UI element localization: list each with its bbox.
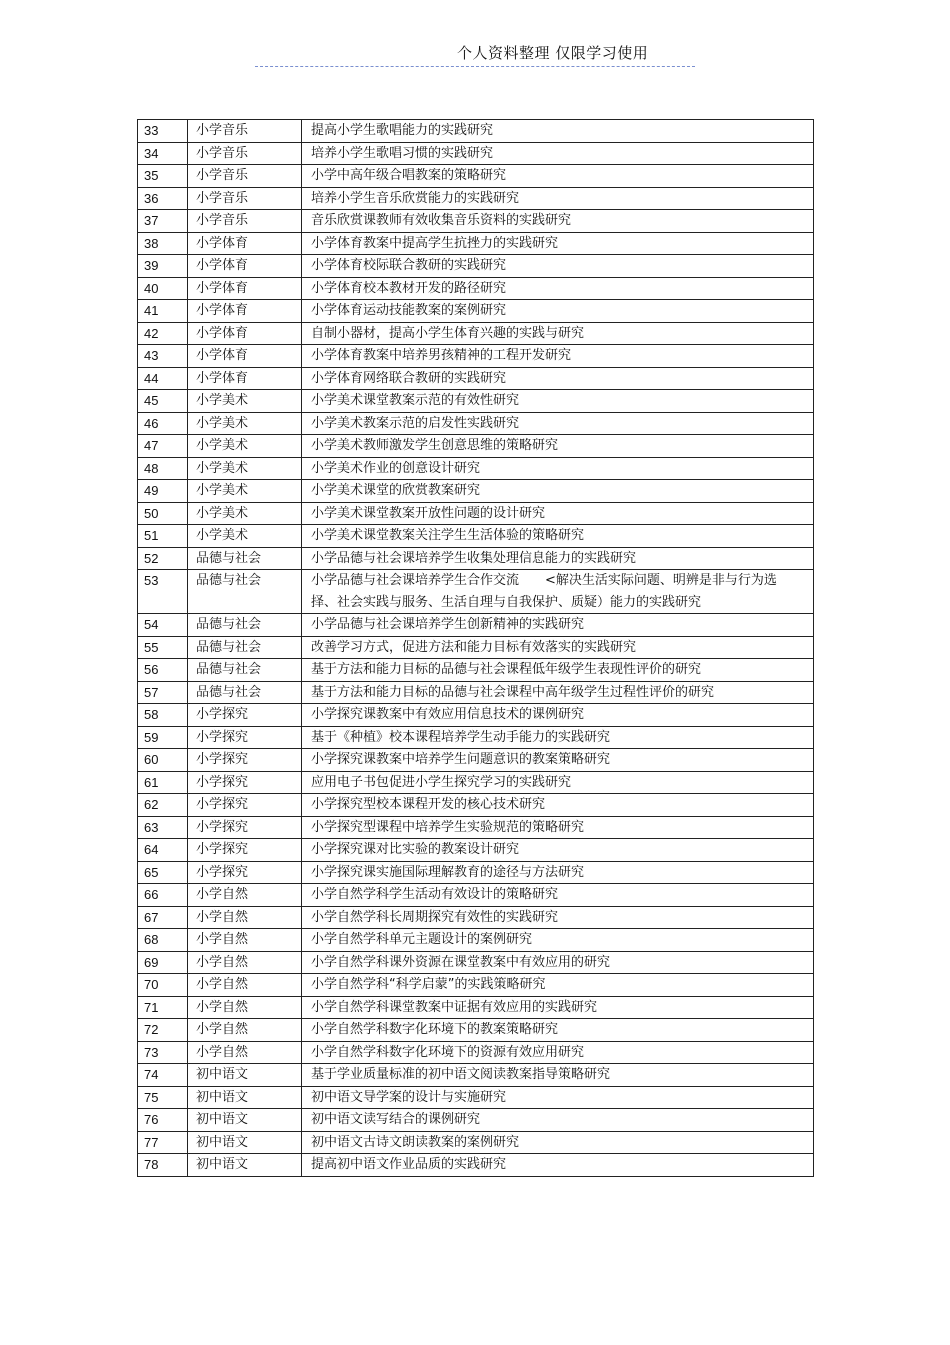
row-subject: 小学自然: [188, 929, 302, 952]
row-number: 77: [138, 1131, 188, 1154]
row-subject: 小学探究: [188, 839, 302, 862]
table-row: [138, 367, 814, 390]
row-number: 76: [138, 1109, 188, 1132]
row-title: 基于方法和能力目标的品德与社会课程中高年级学生过程性评价的研究: [302, 681, 814, 704]
row-subject: 小学音乐: [188, 210, 302, 233]
row-title: 小学中高年级合唱教案的策略研究: [302, 165, 814, 188]
row-subject: 小学探究: [188, 816, 302, 839]
research-topics-table: [137, 119, 814, 1177]
table-body: [138, 120, 814, 1177]
table-row: [138, 1131, 814, 1154]
row-subject: 小学体育: [188, 277, 302, 300]
table-row: [138, 951, 814, 974]
row-number: 67: [138, 906, 188, 929]
row-subject: 小学体育: [188, 300, 302, 323]
row-number: 73: [138, 1041, 188, 1064]
row-subject: 初中语文: [188, 1064, 302, 1087]
table-row: [138, 974, 814, 997]
row-number: 66: [138, 884, 188, 907]
row-title: 小学美术课堂的欣赏教案研究: [302, 480, 814, 503]
row-number: 33: [138, 120, 188, 143]
row-title: 小学品德与社会课培养学生创新精神的实践研究: [302, 614, 814, 637]
row-subject: 小学体育: [188, 367, 302, 390]
row-number: 55: [138, 636, 188, 659]
row-title: 小学自然学科数字化环境下的教案策略研究: [302, 1019, 814, 1042]
table-row: [138, 636, 814, 659]
table-row: [138, 681, 814, 704]
row-subject: 品德与社会: [188, 681, 302, 704]
row-subject: 小学美术: [188, 412, 302, 435]
row-subject: 小学探究: [188, 794, 302, 817]
table-row: [138, 300, 814, 323]
row-subject: 小学美术: [188, 435, 302, 458]
table-row: [138, 771, 814, 794]
row-title: 小学品德与社会课培养学生合作交流 <解决生活实际问题、明辨是非与行为选择、社会实践与服务、生活自理与自我保护、质疑）能力的实践研究: [302, 570, 814, 614]
row-subject: 品德与社会: [188, 547, 302, 570]
row-title: 小学自然学科学生活动有效设计的策略研究: [302, 884, 814, 907]
row-title: 基于学业质量标准的初中语文阅读教案指导策略研究: [302, 1064, 814, 1087]
row-title: 提高初中语文作业品质的实践研究: [302, 1154, 814, 1177]
row-number: 47: [138, 435, 188, 458]
row-subject: 小学自然: [188, 1041, 302, 1064]
row-number: 61: [138, 771, 188, 794]
row-number: 34: [138, 142, 188, 165]
row-title: 基于《种植》校本课程培养学生动手能力的实践研究: [302, 726, 814, 749]
row-number: 62: [138, 794, 188, 817]
row-subject: 小学探究: [188, 771, 302, 794]
row-subject: 小学美术: [188, 525, 302, 548]
table-row: [138, 547, 814, 570]
row-title: 小学体育网络联合教研的实践研究: [302, 367, 814, 390]
row-title: 小学自然学科数字化环境下的资源有效应用研究: [302, 1041, 814, 1064]
table-row: [138, 255, 814, 278]
row-number: 38: [138, 232, 188, 255]
table-row: [138, 1019, 814, 1042]
row-subject: 小学探究: [188, 861, 302, 884]
table-row: [138, 210, 814, 233]
table-row: [138, 232, 814, 255]
row-subject: 小学自然: [188, 884, 302, 907]
row-number: 48: [138, 457, 188, 480]
row-title: 音乐欣赏课教师有效收集音乐资料的实践研究: [302, 210, 814, 233]
table-row: [138, 525, 814, 548]
row-number: 78: [138, 1154, 188, 1177]
table-row: [138, 996, 814, 1019]
row-title: 小学探究课对比实验的教案设计研究: [302, 839, 814, 862]
row-title: 小学探究型校本课程开发的核心技术研究: [302, 794, 814, 817]
row-number: 60: [138, 749, 188, 772]
row-subject: 初中语文: [188, 1109, 302, 1132]
row-title: 小学探究型课程中培养学生实验规范的策略研究: [302, 816, 814, 839]
row-title: 小学美术教师激发学生创意思维的策略研究: [302, 435, 814, 458]
row-title: 提高小学生歌唱能力的实践研究: [302, 120, 814, 143]
row-number: 64: [138, 839, 188, 862]
table-row: [138, 435, 814, 458]
row-number: 42: [138, 322, 188, 345]
table-row: [138, 165, 814, 188]
table-row: [138, 1109, 814, 1132]
row-title: 小学美术作业的创意设计研究: [302, 457, 814, 480]
row-number: 65: [138, 861, 188, 884]
table-row: [138, 345, 814, 368]
row-number: 37: [138, 210, 188, 233]
row-subject: 小学探究: [188, 749, 302, 772]
row-title: 小学探究课教案中有效应用信息技术的课例研究: [302, 704, 814, 727]
row-title: 小学自然学科“科学启蒙”的实践策略研究: [302, 974, 814, 997]
row-title: 小学美术课堂教案示范的有效性研究: [302, 390, 814, 413]
table-row: [138, 794, 814, 817]
row-title: 小学探究课实施国际理解教育的途径与方法研究: [302, 861, 814, 884]
row-number: 56: [138, 659, 188, 682]
row-title: 改善学习方式，促进方法和能力目标有效落实的实践研究: [302, 636, 814, 659]
row-number: 36: [138, 187, 188, 210]
table-row: [138, 1041, 814, 1064]
table-row: [138, 816, 814, 839]
row-title: 小学体育校际联合教研的实践研究: [302, 255, 814, 278]
table-row: [138, 659, 814, 682]
table-row: [138, 502, 814, 525]
row-subject: 小学音乐: [188, 165, 302, 188]
table-row: [138, 1064, 814, 1087]
row-subject: 品德与社会: [188, 636, 302, 659]
row-subject: 小学自然: [188, 906, 302, 929]
row-title: 培养小学生音乐欣赏能力的实践研究: [302, 187, 814, 210]
table-row: [138, 929, 814, 952]
row-subject: 初中语文: [188, 1154, 302, 1177]
row-subject: 小学美术: [188, 457, 302, 480]
row-number: 58: [138, 704, 188, 727]
row-title: 小学自然学科单元主题设计的案例研究: [302, 929, 814, 952]
row-title: 小学美术课堂教案开放性问题的设计研究: [302, 502, 814, 525]
row-title: 基于方法和能力目标的品德与社会课程低年级学生表现性评价的研究: [302, 659, 814, 682]
row-number: 72: [138, 1019, 188, 1042]
row-number: 75: [138, 1086, 188, 1109]
row-subject: 小学音乐: [188, 187, 302, 210]
row-number: 40: [138, 277, 188, 300]
row-number: 49: [138, 480, 188, 503]
header-text: 个人资料整理 仅限学习使用: [457, 44, 649, 62]
table-row: [138, 861, 814, 884]
row-number: 54: [138, 614, 188, 637]
row-number: 53: [138, 570, 188, 614]
row-subject: 品德与社会: [188, 659, 302, 682]
row-title: 小学美术教案示范的启发性实践研究: [302, 412, 814, 435]
row-title: 初中语文古诗文朗读教案的案例研究: [302, 1131, 814, 1154]
table-row: [138, 142, 814, 165]
row-title: 自制小器材，提高小学生体育兴趣的实践与研究: [302, 322, 814, 345]
row-subject: 初中语文: [188, 1086, 302, 1109]
row-number: 44: [138, 367, 188, 390]
row-subject: 小学音乐: [188, 120, 302, 143]
row-number: 52: [138, 547, 188, 570]
table-row: [138, 726, 814, 749]
row-subject: 小学自然: [188, 974, 302, 997]
row-number: 70: [138, 974, 188, 997]
row-number: 69: [138, 951, 188, 974]
row-number: 71: [138, 996, 188, 1019]
row-title: 小学自然学科课堂教案中证据有效应用的实践研究: [302, 996, 814, 1019]
row-subject: 小学自然: [188, 951, 302, 974]
table-row: [138, 570, 814, 614]
row-subject: 小学音乐: [188, 142, 302, 165]
table-row: [138, 277, 814, 300]
table-row: [138, 884, 814, 907]
table-row: [138, 1086, 814, 1109]
table-row: [138, 749, 814, 772]
table-row: [138, 322, 814, 345]
row-number: 59: [138, 726, 188, 749]
row-subject: 小学体育: [188, 345, 302, 368]
table-row: [138, 412, 814, 435]
row-title: 小学自然学科课外资源在课堂教案中有效应用的研究: [302, 951, 814, 974]
row-subject: 小学美术: [188, 502, 302, 525]
row-number: 50: [138, 502, 188, 525]
row-title: 小学自然学科长周期探究有效性的实践研究: [302, 906, 814, 929]
row-number: 68: [138, 929, 188, 952]
row-subject: 品德与社会: [188, 570, 302, 614]
row-title: 培养小学生歌唱习惯的实践研究: [302, 142, 814, 165]
row-number: 51: [138, 525, 188, 548]
row-number: 41: [138, 300, 188, 323]
row-title: 小学体育校本教材开发的路径研究: [302, 277, 814, 300]
row-subject: 小学美术: [188, 480, 302, 503]
row-number: 35: [138, 165, 188, 188]
page-header: [255, 42, 695, 67]
row-number: 74: [138, 1064, 188, 1087]
row-number: 39: [138, 255, 188, 278]
row-title: 小学探究课教案中培养学生问题意识的教案策略研究: [302, 749, 814, 772]
table-row: [138, 457, 814, 480]
row-subject: 小学体育: [188, 255, 302, 278]
row-subject: 小学美术: [188, 390, 302, 413]
row-number: 45: [138, 390, 188, 413]
row-number: 43: [138, 345, 188, 368]
row-subject: 小学自然: [188, 1019, 302, 1042]
row-title: 小学体育运动技能教案的案例研究: [302, 300, 814, 323]
row-title: 小学品德与社会课培养学生收集处理信息能力的实践研究: [302, 547, 814, 570]
row-title: 应用电子书包促进小学生探究学习的实践研究: [302, 771, 814, 794]
row-subject: 小学体育: [188, 322, 302, 345]
row-title: 小学体育教案中提高学生抗挫力的实践研究: [302, 232, 814, 255]
table-row: [138, 906, 814, 929]
row-subject: 小学自然: [188, 996, 302, 1019]
row-title: 小学美术课堂教案关注学生生活体验的策略研究: [302, 525, 814, 548]
row-subject: 小学探究: [188, 726, 302, 749]
table-row: [138, 187, 814, 210]
table-row: [138, 839, 814, 862]
table-row: [138, 480, 814, 503]
table-row: [138, 120, 814, 143]
row-title: 初中语文导学案的设计与实施研究: [302, 1086, 814, 1109]
row-title: 初中语文读写结合的课例研究: [302, 1109, 814, 1132]
row-number: 57: [138, 681, 188, 704]
table-row: [138, 1154, 814, 1177]
row-subject: 小学探究: [188, 704, 302, 727]
table-row: [138, 614, 814, 637]
row-title: 小学体育教案中培养男孩精神的工程开发研究: [302, 345, 814, 368]
row-subject: 初中语文: [188, 1131, 302, 1154]
row-subject: 品德与社会: [188, 614, 302, 637]
row-number: 46: [138, 412, 188, 435]
row-subject: 小学体育: [188, 232, 302, 255]
table-row: [138, 704, 814, 727]
table-row: [138, 390, 814, 413]
row-number: 63: [138, 816, 188, 839]
